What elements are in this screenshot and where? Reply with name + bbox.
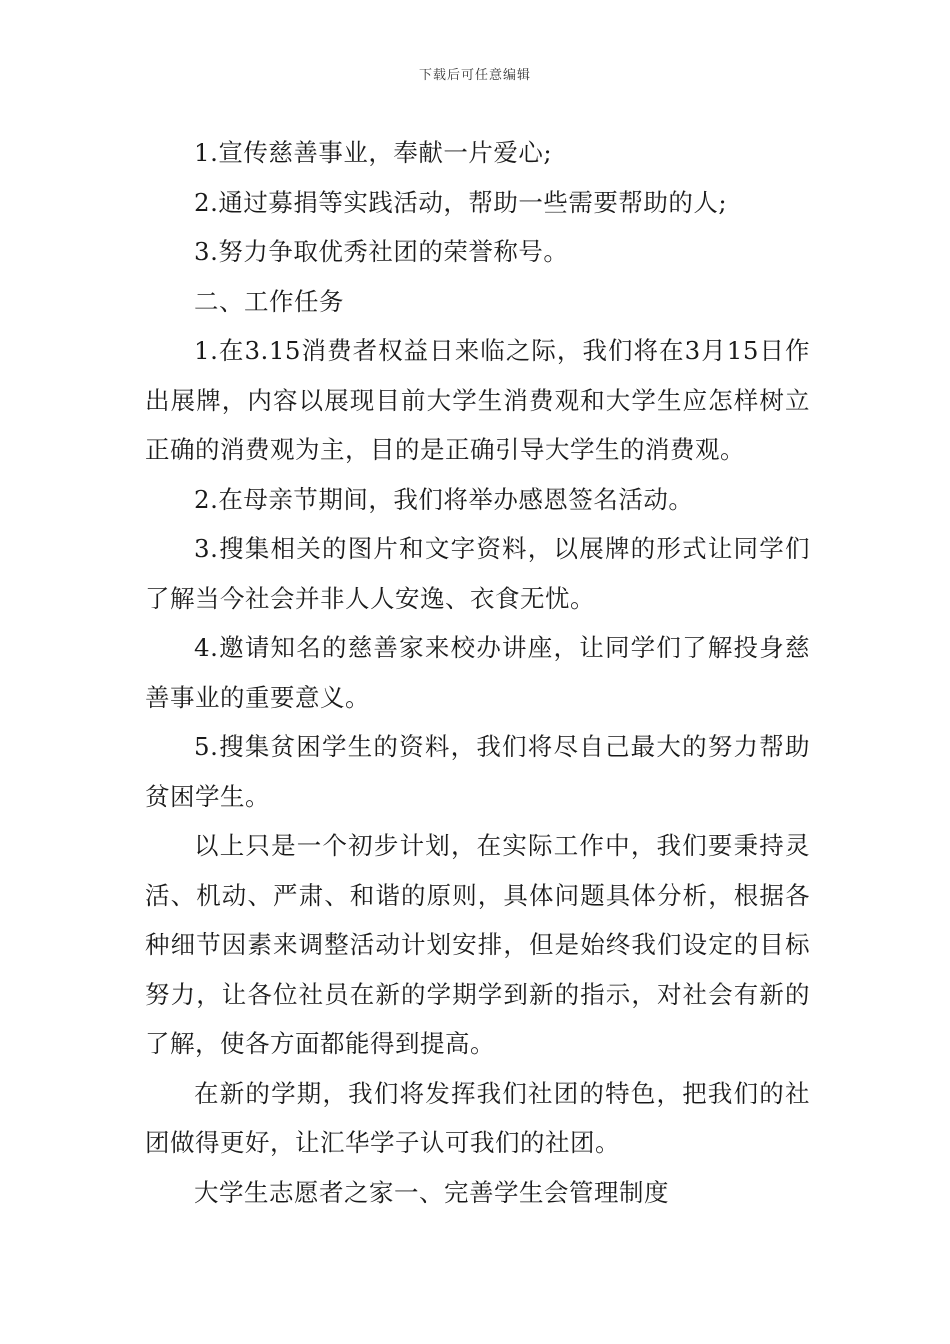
task-item-4: 4.邀请知名的慈善家来校办讲座，让同学们了解投身慈善事业的重要意义。 [145, 633, 810, 712]
page-header-note: 下载后可任意编辑 [418, 68, 531, 83]
next-section-title: 大学生志愿者之家一、完善学生会管理制度 [194, 1177, 669, 1207]
task-item-1: 1.在3.15消费者权益日来临之际，我们将在3月15日作出展牌，内容以展现目前大学生消费观和大学生应怎样树立正确的消费观为主，目的是正确引导大学生的消费观。 [145, 336, 810, 464]
closing-paragraph: 在新的学期，我们将发挥我们社团的特色，把我们的社团做得更好，让汇华学子认可我们的社团。 [145, 1078, 810, 1157]
document-body [145, 128, 810, 1217]
summary-paragraph: 以上只是一个初步计划，在实际工作中，我们要秉持灵活、机动、严肃、和谐的原则，具体问题具体分析，根据各种细节因素来调整活动计划安排，但是始终我们设定的目标努力，让各位社员在新的学期学到新的指示，对社会有新的了解，使各方面都能得到提高。 [145, 831, 810, 1058]
section-heading-tasks: 二、工作任务 [194, 286, 344, 316]
goal-item-1: 1.宣传慈善事业，奉献一片爱心; [194, 138, 553, 167]
task-item-5: 5.搜集贫困学生的资料，我们将尽自己最大的努力帮助贫困学生。 [145, 732, 810, 811]
goal-item-2: 2.通过募捐等实践活动，帮助一些需要帮助的人; [194, 187, 728, 217]
task-item-3: 3.搜集相关的图片和文字资料，以展牌的形式让同学们了解当今社会并非人人安逸、衣食无忧。 [145, 534, 810, 613]
task-item-2: 2.在母亲节期间，我们将举办感恩签名活动。 [194, 484, 694, 514]
goal-item-3: 3.努力争取优秀社团的荣誉称号。 [194, 237, 569, 266]
